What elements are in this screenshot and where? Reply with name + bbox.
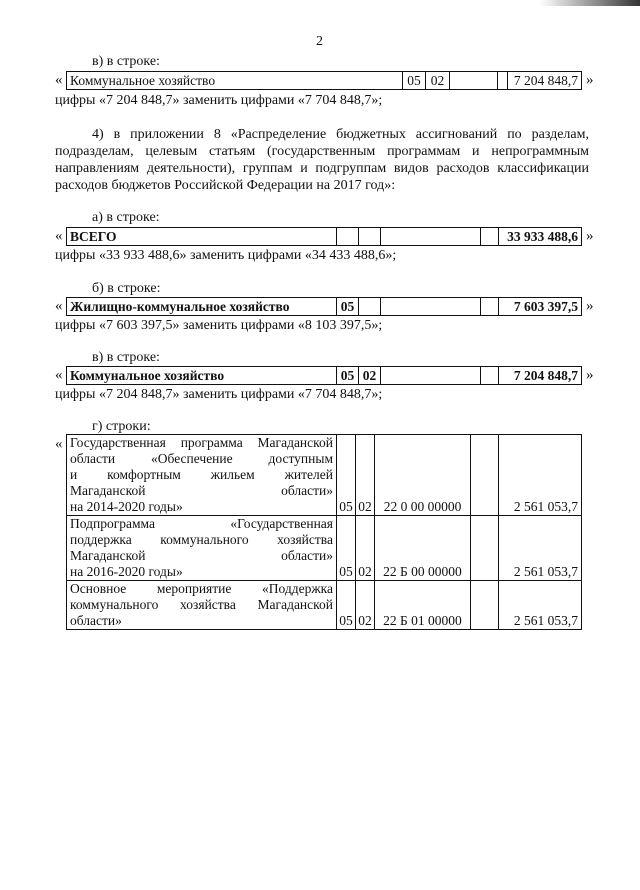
- code-section: 05: [403, 72, 426, 90]
- row-name-line: коммунального хозяйства Магаданской: [70, 597, 333, 612]
- row-name-line: на 2016-2020 годы»: [70, 564, 183, 579]
- code-target: [381, 367, 481, 385]
- table-row: [67, 435, 582, 516]
- replace-instruction: цифры «7 204 848,7» заменить цифрами «7 704 848,7»;: [55, 93, 383, 108]
- code-target: [381, 228, 481, 246]
- row-name-line: поддержка коммунального хозяйства: [70, 532, 333, 547]
- replace-instruction: цифры «33 933 488,6» заменить цифрами «34 433 488,6»;: [55, 248, 397, 263]
- row-name-line: на 2014-2020 годы»: [70, 499, 183, 514]
- replace-instruction: цифры «7 204 848,7» заменить цифрами «7 704 848,7»;: [55, 387, 383, 402]
- row-value: 7 204 848,7: [499, 367, 582, 385]
- code-expense-type: [471, 435, 499, 516]
- row-name: Жилищно-коммунальное хозяйство: [67, 298, 337, 316]
- paragraph-line: подразделам, целевым статьям (государственным программам и непрограммным: [55, 144, 589, 159]
- row-name: Коммунальное хозяйство: [67, 367, 337, 385]
- budget-row-table: [66, 71, 582, 90]
- code-section: 05: [337, 516, 356, 581]
- budget-row-table: [66, 227, 582, 246]
- paragraph-line: 4) в приложении 8 «Распределение бюджетных ассигнований по разделам,: [92, 127, 589, 142]
- row-value: 7 603 397,5: [499, 298, 582, 316]
- code-subsection: [359, 228, 381, 246]
- budget-row-table: [66, 297, 582, 316]
- row-value: 2 561 053,7: [499, 516, 582, 581]
- table-row: [67, 298, 582, 316]
- paragraph-line: расходов бюджетов Российской Федерации на 2017 год»:: [55, 178, 396, 193]
- table-row: [67, 516, 582, 581]
- code-subsection: 02: [356, 435, 375, 516]
- code-expense-type: [481, 367, 499, 385]
- code-expense-type: [471, 516, 499, 581]
- code-subsection: [359, 298, 381, 316]
- quote-open: «: [55, 298, 63, 314]
- section-label: в) в строке:: [92, 350, 160, 365]
- budget-rows-table: [66, 434, 582, 630]
- code-section: 05: [337, 367, 359, 385]
- quote-close: »: [586, 72, 594, 88]
- row-name: [67, 435, 337, 516]
- code-expense-type: [471, 581, 499, 630]
- code-subsection: 02: [359, 367, 381, 385]
- row-value: 33 933 488,6: [499, 228, 582, 246]
- paragraph-line: направлениям деятельности), группам и подгруппам видов расходов классификации: [55, 161, 589, 176]
- table-row: [67, 581, 582, 630]
- row-name-line: Подпрограмма «Государственная: [70, 516, 333, 531]
- row-name: Коммунальное хозяйство: [67, 72, 403, 90]
- table-row: [67, 228, 582, 246]
- quote-open: «: [55, 228, 63, 244]
- quote-close: »: [586, 367, 594, 383]
- code-expense-type: [481, 228, 499, 246]
- row-name-line: области»: [70, 613, 122, 628]
- section-label: а) в строке:: [92, 210, 160, 225]
- section-label: г) строки:: [92, 419, 151, 434]
- code-expense-type: [498, 72, 508, 90]
- row-value: 7 204 848,7: [508, 72, 582, 90]
- row-name: [67, 581, 337, 630]
- page-number: 2: [316, 34, 323, 49]
- row-value: 2 561 053,7: [499, 581, 582, 630]
- code-section: 05: [337, 298, 359, 316]
- replace-instruction: цифры «7 603 397,5» заменить цифрами «8 103 397,5»;: [55, 318, 383, 333]
- code-target: 22 0 00 00000: [375, 435, 471, 516]
- code-subsection: 02: [356, 516, 375, 581]
- row-name-line: области «Обеспечение доступным: [70, 451, 333, 466]
- row-name-line: Магаданской области»: [70, 548, 333, 563]
- code-target: 22 Б 01 00000: [375, 581, 471, 630]
- code-target: [450, 72, 498, 90]
- code-target: [381, 298, 481, 316]
- code-subsection: 02: [356, 581, 375, 630]
- code-section: 05: [337, 435, 356, 516]
- row-value: 2 561 053,7: [499, 435, 582, 516]
- quote-close: »: [586, 228, 594, 244]
- table-row: [67, 72, 582, 90]
- section-label: б) в строке:: [92, 281, 161, 296]
- row-name-line: Государственная программа Магаданской: [70, 435, 333, 450]
- code-target: 22 Б 00 00000: [375, 516, 471, 581]
- table-row: [67, 367, 582, 385]
- code-expense-type: [481, 298, 499, 316]
- code-subsection: 02: [426, 72, 450, 90]
- row-name-line: Основное мероприятие «Поддержка: [70, 581, 333, 596]
- code-section: [337, 228, 359, 246]
- budget-row-table: [66, 366, 582, 385]
- row-name: [67, 516, 337, 581]
- row-name-line: и комфортным жильем жителей: [70, 467, 333, 482]
- quote-close: »: [586, 298, 594, 314]
- scan-edge-shadow: [540, 0, 640, 6]
- quote-open: «: [55, 367, 63, 383]
- quote-open: «: [55, 72, 63, 88]
- code-section: 05: [337, 581, 356, 630]
- section-label: в) в строке:: [92, 54, 160, 69]
- row-name-line: Магаданской области»: [70, 483, 333, 498]
- quote-open: «: [55, 436, 63, 452]
- row-name: ВСЕГО: [67, 228, 337, 246]
